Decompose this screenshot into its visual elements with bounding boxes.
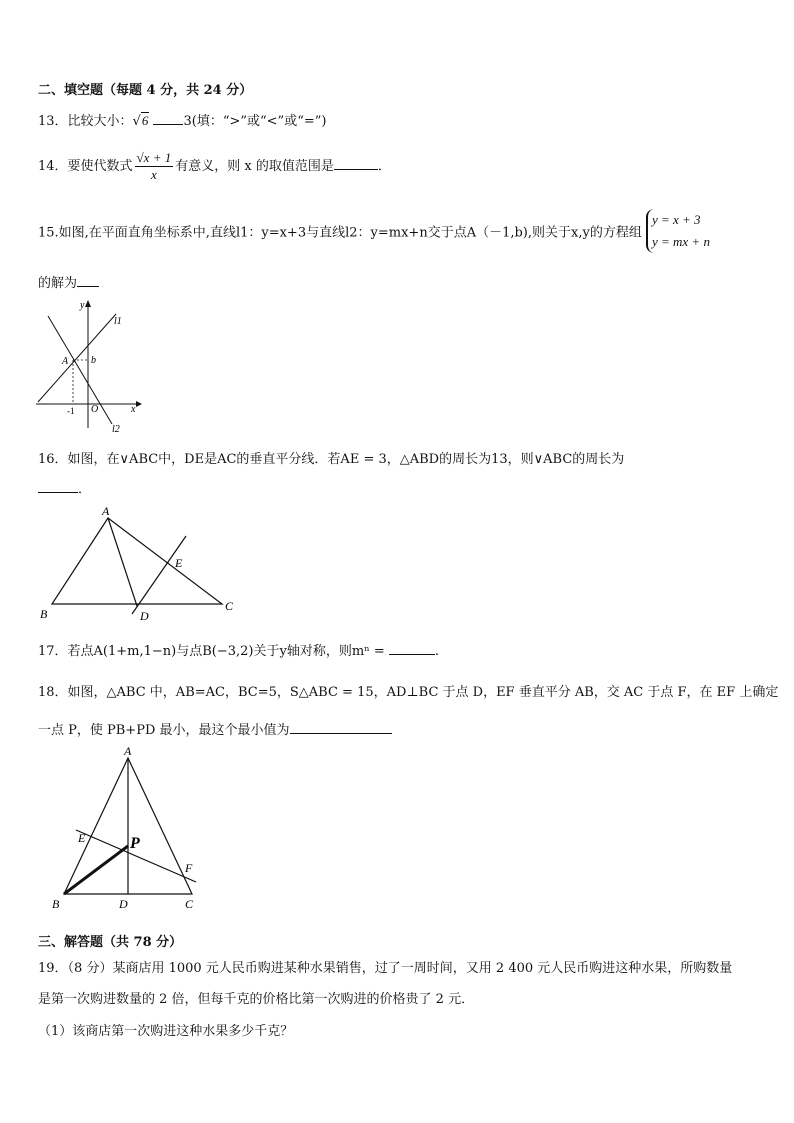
label-x: x: [131, 404, 136, 415]
triangle-abc: [52, 518, 222, 604]
question-16: [38, 448, 624, 467]
question-19-line2: [38, 988, 474, 1007]
label-p: P: [130, 835, 140, 852]
label-e: E: [78, 831, 86, 845]
segment-pb: [64, 846, 128, 894]
label-origin: O: [91, 404, 99, 415]
q15-equation-system: [646, 209, 710, 253]
label-c: C: [225, 599, 234, 613]
line-l1: [38, 314, 116, 402]
q14-prefix: 14．要使代数式: [38, 159, 133, 174]
label-neg1: -1: [67, 406, 75, 416]
label-y: y: [80, 300, 85, 311]
label-a: A: [124, 746, 132, 758]
question-19-line1: [38, 957, 732, 976]
label-b: B: [40, 607, 48, 621]
question-18: [38, 681, 778, 700]
q15-answer-blank[interactable]: [77, 274, 99, 287]
line-l2: [48, 316, 112, 424]
question-14: 14．要使代数式 $\frac{√x + 1}{x}$ 有意义，则 x 的取值范围是 ．: [38, 150, 391, 182]
q16-answer-blank[interactable]: [38, 480, 78, 493]
label-b: B: [52, 897, 60, 911]
q14-fraction: [135, 150, 174, 183]
q15-coordinate-figure: [30, 296, 150, 436]
label-f: F: [185, 861, 193, 875]
q18-triangle-figure: [48, 746, 208, 912]
q17-text: 17．若点A(1+m,1−n)与点B(−3,2)关于y轴对称，则mⁿ =: [38, 644, 385, 659]
q19-subquestion-1: （1）该商店第一次购进这种水果多少千克？: [38, 1024, 294, 1039]
segment-de: [132, 536, 186, 614]
q16-line2: ．: [38, 478, 91, 497]
question-19-sub1: [38, 1020, 293, 1039]
q15-eq2: y = mx + n: [651, 234, 710, 249]
label-l1: l1: [114, 316, 122, 327]
label-l2: l2: [112, 424, 120, 435]
q17-answer-blank[interactable]: [389, 642, 435, 655]
q18-text-line2: 一点 P，使 PB+PD 最小，最这个最小值为: [38, 723, 290, 738]
q15-text: 15.如图,在平面直角坐标系中,直线l1：y=x+3与直线l2：y=mx+n交于点A（－1,b),则关于x,y的方程组: [38, 225, 642, 241]
q14-denominator: x: [151, 167, 157, 182]
q15-line2: [38, 272, 99, 291]
q13-suffix: 3(填：“>”或“<”或“=”): [183, 114, 327, 129]
q18-line2: [38, 719, 392, 738]
q13-answer-blank[interactable]: [153, 112, 183, 125]
label-d: D: [140, 609, 149, 623]
label-d: D: [119, 897, 128, 911]
label-a: A: [102, 504, 110, 518]
q14-answer-blank[interactable]: [334, 157, 378, 170]
q14-suffix: 有意义，则 x 的取值范围是: [175, 159, 334, 174]
y-axis-arrow: [85, 300, 91, 307]
q19-text-line1: 19．（8 分）某商店用 1000 元人民币购进某种水果销售，过了一周时间，又用 2 400 元人民币购进这种水果，所购数量: [38, 961, 733, 976]
label-c: C: [185, 897, 194, 911]
section-title-answer: 三、解答题（共 78 分）: [38, 935, 183, 950]
q18-text-line1: 18．如图，△ABC 中，AB=AC，BC=5，S△ABC = 15，AD⊥BC 于点 D，EF 垂直平分 AB，交 AC 于点 F，在 EF 上确定: [38, 685, 779, 700]
q19-text-line2: 是第一次购进数量的 2 倍，但每千克的价格比第一次购进的价格贵了 2 元．: [38, 992, 475, 1007]
question-17: 17．若点A(1+m,1−n)与点B(−3,2)关于y轴对称，则mⁿ = .: [38, 644, 439, 659]
q13-prefix: 13．比较大小：: [38, 114, 133, 129]
question-15: [38, 209, 710, 253]
segment-ad: [108, 518, 137, 606]
q16-triangle-figure: [34, 502, 244, 626]
q15-eq1: y = x + 3: [651, 212, 701, 227]
q16-text: 16．如图，在∨ABC中，DE是AC的垂直平分线．若AE = 3，△ABD的周长为13，则∨ABC的周长为: [38, 452, 625, 467]
section-title-fill-in: 二、填空题（每题 4 分，共 24 分）: [38, 83, 253, 98]
q14-numerator: √x + 1: [136, 150, 172, 165]
q13-sqrt: √6: [132, 113, 149, 129]
q18-answer-blank[interactable]: [290, 721, 392, 734]
q15-solution-label: 的解为: [38, 276, 78, 291]
label-point-a: A: [62, 356, 69, 367]
question-13: [38, 110, 326, 129]
x-axis-arrow: [136, 401, 142, 407]
label-b: b: [91, 355, 96, 366]
label-e: E: [175, 556, 183, 570]
